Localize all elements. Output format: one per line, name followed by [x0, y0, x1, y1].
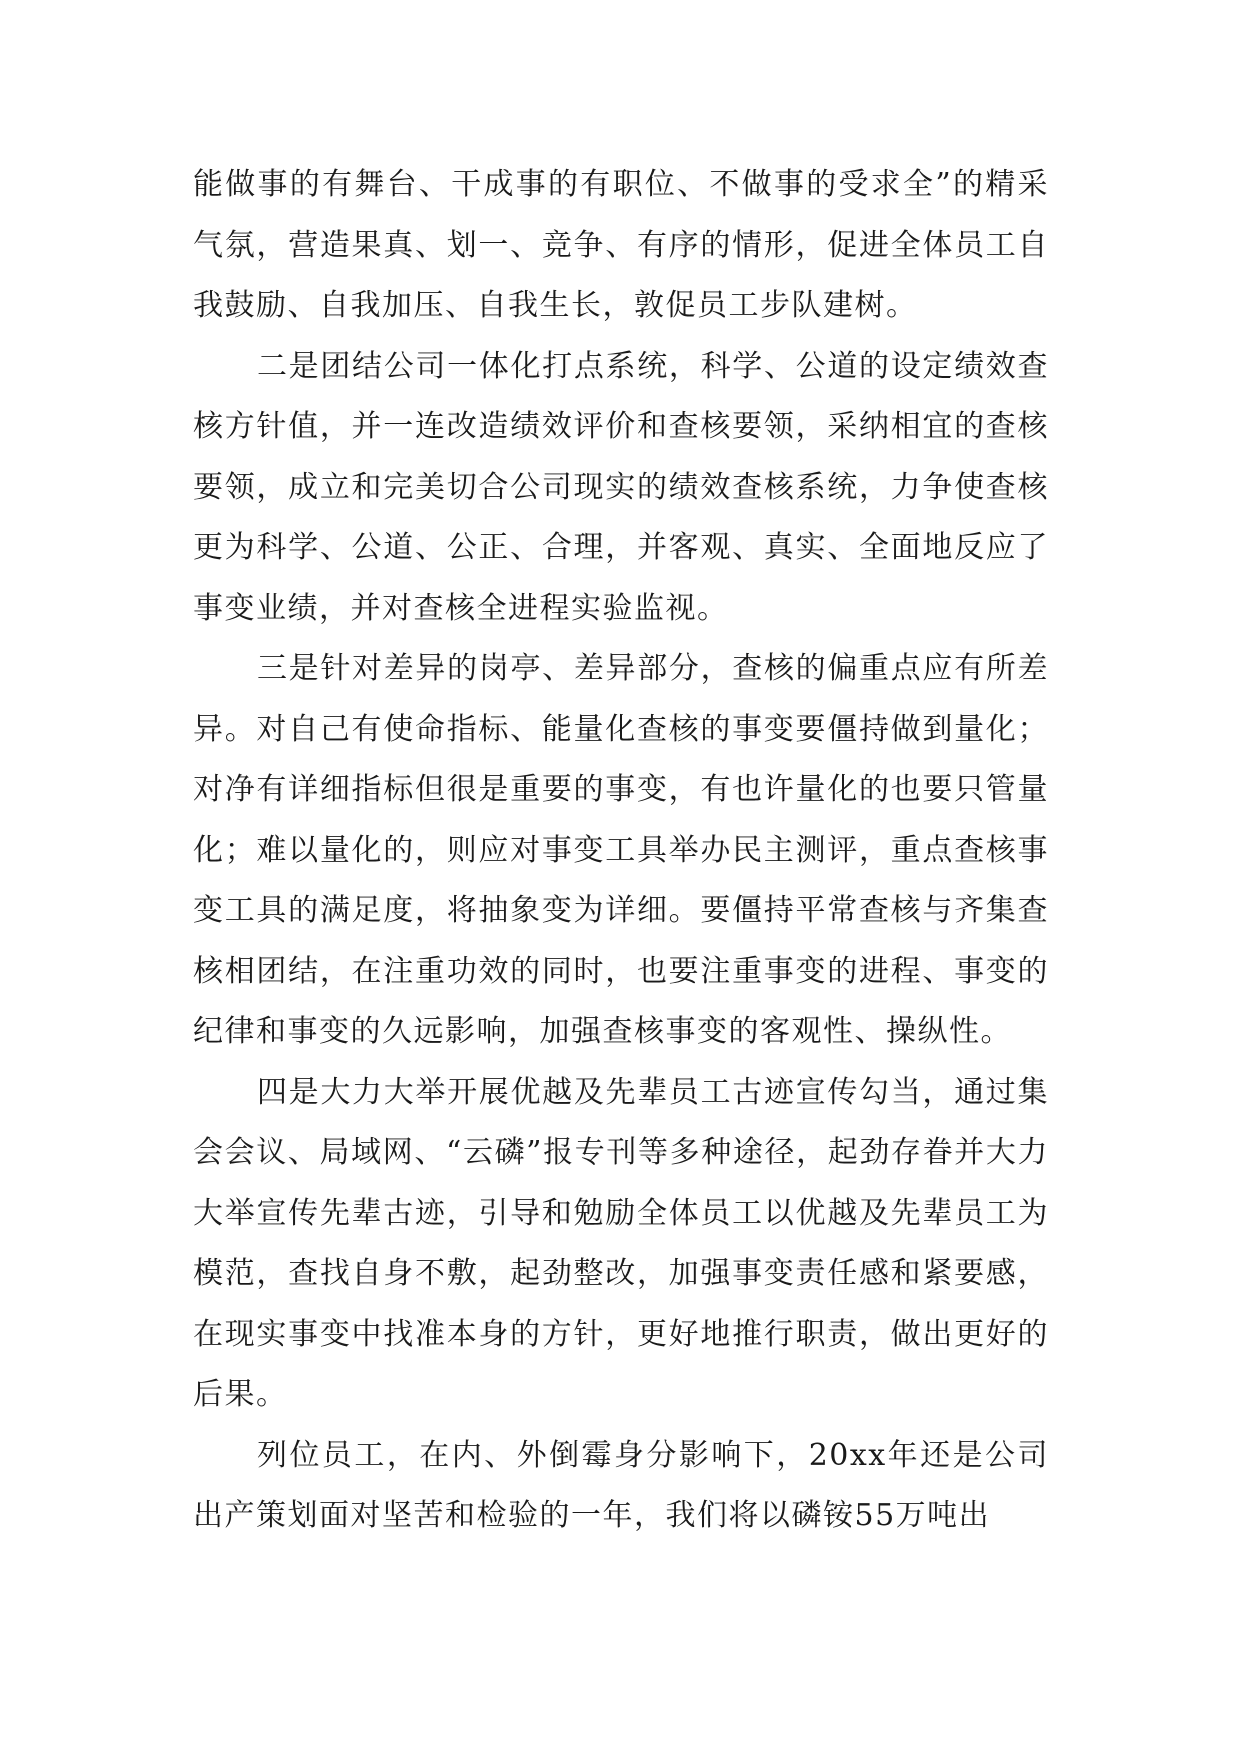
document-body: [193, 155, 1049, 1547]
paragraph-closing: 列位员工，在内、外倒霉身分影响下，20xx年还是公司出产策划面对坚苦和检验的一年，我们将以磷铵55万吨出: [193, 1437, 1049, 1533]
paragraph-point-four: 四是大力大举开展优越及先辈员工古迹宣传勾当，通过集会会议、局域网、“云磷”报专刊等多种途径，起劲存眷并大力大举宣传先辈古迹，引导和勉励全体员工以优越及先辈员工为模范，查找自身不敷，起劲整改，加强事变责任感和紧要感，在现实事变中找准本身的方针，更好地推行职责，做出更好的后果。: [193, 1074, 1049, 1412]
paragraph-continuation: 能做事的有舞台、干成事的有职位、不做事的受求全”的精采气氛，营造果真、划一、竞争、有序的情形，促进全体员工自我鼓励、自我加压、自我生长，敦促员工步队建树。: [193, 167, 1049, 323]
paragraph-point-three: 三是针对差异的岗亭、差异部分，查核的偏重点应有所差异。对自己有使命指标、能量化查核的事变要僵持做到量化；对净有详细指标但很是重要的事变，有也许量化的也要只管量化；难以量化的，则应对事变工具举办民主测评，重点查核事变工具的满足度，将抽象变为详细。要僵持平常查核与齐集查核相团结，在注重功效的同时，也要注重事变的进程、事变的纪律和事变的久远影响，加强查核事变的客观性、操纵性。: [193, 651, 1049, 1049]
paragraph-point-two: 二是团结公司一体化打点系统，科学、公道的设定绩效查核方针值，并一连改造绩效评价和查核要领，采纳相宜的查核要领，成立和完美切合公司现实的绩效查核系统，力争使查核更为科学、公道、公正、合理，并客观、真实、全面地反应了事变业绩，并对查核全进程实验监视。: [193, 348, 1049, 626]
